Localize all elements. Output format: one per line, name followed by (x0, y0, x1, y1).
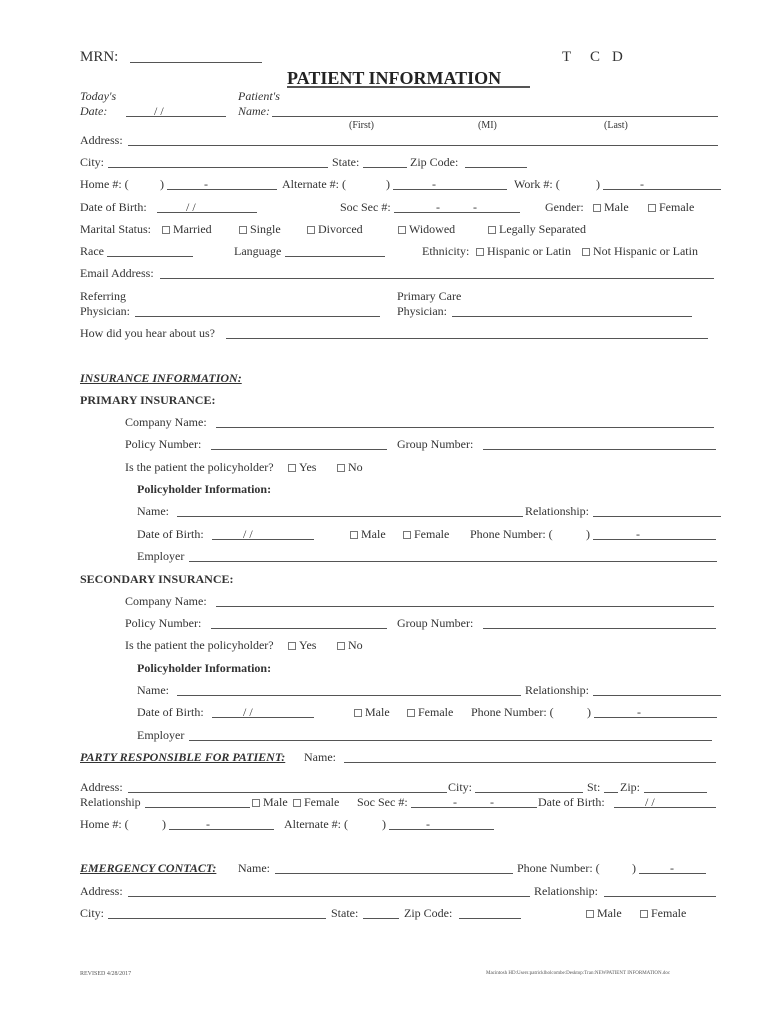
secondary-company-label: Company Name: (125, 594, 207, 608)
referring-physician-label-2: Physician: (80, 304, 130, 318)
checkbox-icon[interactable] (350, 531, 358, 539)
gender-female-text: Female (659, 200, 695, 214)
dob-slashes: / / (186, 200, 196, 214)
male-text: Male (365, 705, 390, 719)
legally-separated-text: Legally Separated (499, 222, 586, 236)
checkbox-icon[interactable] (337, 464, 345, 472)
secondary-holder-name-field[interactable] (177, 695, 521, 696)
last-name-caption: (Last) (604, 120, 628, 131)
no-text: No (348, 460, 363, 474)
responsible-alternate-paren: ) (382, 817, 386, 831)
emergency-section-title: EMERGENCY CONTACT: (80, 861, 217, 875)
male-text: Male (361, 527, 386, 541)
referring-physician-field[interactable] (135, 316, 380, 317)
checkbox-icon[interactable] (476, 248, 484, 256)
responsible-relationship-label: Relationship (80, 795, 141, 809)
primary-holder-dob-field[interactable] (212, 539, 314, 540)
dob-label: Date of Birth: (80, 200, 147, 214)
primary-company-label: Company Name: (125, 415, 207, 429)
primary-relationship-label: Relationship: (525, 504, 589, 518)
city-field[interactable] (108, 167, 328, 168)
female-text: Female (651, 906, 687, 920)
checkbox-icon[interactable] (252, 799, 260, 807)
responsible-soc-sec-dash-2: - (490, 795, 494, 809)
tcd-t: T (562, 49, 572, 65)
gender-label: Gender: (545, 200, 584, 214)
responsible-alternate-field[interactable] (389, 829, 494, 830)
todays-date-slashes: / / (154, 104, 164, 118)
responsible-soc-sec-label: Soc Sec #: (357, 795, 408, 809)
secondary-holder-dob-label: Date of Birth: (137, 705, 204, 719)
primary-holder-dob-slashes: / / (243, 527, 253, 541)
emergency-name-label: Name: (238, 861, 270, 875)
soc-sec-label: Soc Sec #: (340, 200, 391, 214)
secondary-policy-label: Policy Number: (125, 616, 202, 630)
responsible-city-label: City: (448, 780, 473, 794)
yes-text: Yes (299, 460, 317, 474)
secondary-holder-yes-option[interactable] (288, 638, 316, 652)
secondary-group-label: Group Number: (397, 616, 474, 630)
secondary-relationship-label: Relationship: (525, 683, 589, 697)
marital-widowed-option[interactable] (398, 222, 455, 236)
primary-policy-label: Policy Number: (125, 437, 202, 451)
checkbox-icon[interactable] (337, 642, 345, 650)
single-text: Single (250, 222, 281, 236)
responsible-alternate-label: Alternate #: ( (284, 817, 348, 831)
secondary-group-field[interactable] (483, 628, 716, 629)
gender-female-option[interactable] (648, 200, 694, 214)
secondary-employer-label: Employer (137, 728, 185, 742)
responsible-st-label: St: (587, 780, 601, 794)
checkbox-icon[interactable] (488, 226, 496, 234)
responsible-address-label: Address: (80, 780, 123, 794)
female-text: Female (414, 527, 450, 541)
work-paren: ) (596, 177, 600, 191)
secondary-insurance-title: SECONDARY INSURANCE: (80, 572, 234, 586)
home-phone-field[interactable] (167, 189, 277, 190)
ethnicity-label: Ethnicity: (422, 244, 470, 258)
home-paren: ) (160, 177, 164, 191)
tcd-d: D (612, 49, 623, 65)
emergency-zip-label: Zip Code: (404, 906, 453, 920)
primary-employer-label: Employer (137, 549, 185, 563)
how-heard-label: How did you hear about us? (80, 326, 215, 340)
checkbox-icon[interactable] (648, 204, 656, 212)
marital-status-label: Marital Status: (80, 222, 151, 236)
primary-holder-no-option[interactable] (337, 460, 363, 474)
tcd-c: C (590, 49, 601, 65)
primary-holder-yes-option[interactable] (288, 460, 316, 474)
checkbox-icon[interactable] (407, 709, 415, 717)
work-phone-field[interactable] (603, 189, 721, 190)
revised-date: REVISED 4/28/2017 (80, 971, 132, 977)
primary-group-label: Group Number: (397, 437, 474, 451)
responsible-name-field[interactable] (344, 762, 716, 763)
state-label: State: (332, 155, 360, 169)
emergency-relationship-field[interactable] (604, 896, 716, 897)
work-dash: - (640, 177, 644, 191)
alternate-phone-field[interactable] (393, 189, 507, 190)
checkbox-icon[interactable] (293, 799, 301, 807)
female-text: Female (418, 705, 454, 719)
checkbox-icon[interactable] (403, 531, 411, 539)
primary-employer-field[interactable] (189, 561, 717, 562)
emergency-phone-paren: ) (632, 861, 636, 875)
gender-male-option[interactable] (593, 200, 629, 214)
checkbox-icon[interactable] (640, 910, 648, 918)
zip-field[interactable] (465, 167, 527, 168)
emergency-phone-dash: - (670, 861, 674, 875)
marital-divorced-option[interactable] (307, 222, 363, 236)
responsible-home-paren: ) (162, 817, 166, 831)
checkbox-icon[interactable] (162, 226, 170, 234)
marital-married-option[interactable] (162, 222, 212, 236)
no-text: No (348, 638, 363, 652)
secondary-holder-phone-label: Phone Number: ( (471, 705, 554, 719)
primary-holder-dob-label: Date of Birth: (137, 527, 204, 541)
home-phone-label: Home #: ( (80, 177, 129, 191)
checkbox-icon[interactable] (239, 226, 247, 234)
work-phone-label: Work #: ( (514, 177, 560, 191)
primary-holder-phone-label: Phone Number: ( (470, 527, 553, 541)
checkbox-icon[interactable] (307, 226, 315, 234)
secondary-policy-field[interactable] (211, 628, 387, 629)
responsible-soc-sec-field[interactable] (411, 807, 537, 808)
primary-care-label-1: Primary Care (397, 289, 462, 303)
checkbox-icon[interactable] (593, 204, 601, 212)
secondary-is-holder-label: Is the patient the policyholder? (125, 638, 274, 652)
referring-physician-label-1: Referring (80, 289, 126, 303)
secondary-holder-name-label: Name: (137, 683, 169, 697)
hispanic-text: Hispanic or Latin (487, 244, 571, 258)
city-label: City: (80, 155, 105, 169)
first-name-caption: (First) (349, 120, 374, 131)
checkbox-icon[interactable] (398, 226, 406, 234)
emergency-state-label: State: (331, 906, 359, 920)
secondary-holder-dob-slashes: / / (243, 705, 253, 719)
male-text: Male (263, 795, 288, 809)
title-underline (287, 86, 530, 88)
married-text: Married (173, 222, 212, 236)
email-label: Email Address: (80, 266, 154, 280)
checkbox-icon[interactable] (582, 248, 590, 256)
dob-field[interactable] (157, 212, 257, 213)
secondary-holder-phone-field[interactable] (594, 717, 717, 718)
todays-date-label-2: Date: (80, 104, 108, 118)
soc-sec-dash-2: - (473, 200, 477, 214)
ethnicity-not-hispanic-option[interactable] (582, 244, 698, 258)
patient-name-field[interactable] (272, 116, 718, 117)
emergency-zip-field[interactable] (459, 918, 521, 919)
emergency-address-field[interactable] (128, 896, 530, 897)
state-field[interactable] (363, 167, 407, 168)
responsible-male-option[interactable] (252, 795, 288, 809)
page-title: PATIENT INFORMATION (287, 68, 502, 88)
responsible-alternate-dash: - (426, 817, 430, 831)
responsible-st-field[interactable] (604, 792, 618, 793)
checkbox-icon[interactable] (354, 709, 362, 717)
alternate-paren: ) (386, 177, 390, 191)
primary-holder-info-title: Policyholder Information: (137, 482, 272, 496)
female-text: Female (304, 795, 340, 809)
how-heard-field[interactable] (226, 338, 708, 339)
address-field[interactable] (128, 145, 718, 146)
primary-is-holder-label: Is the patient the policyholder? (125, 460, 274, 474)
emergency-male-option[interactable] (586, 906, 622, 920)
responsible-section-title: PARTY RESPONSIBLE FOR PATIENT: (80, 750, 286, 764)
primary-insurance-title: PRIMARY INSURANCE: (80, 393, 216, 407)
responsible-female-option[interactable] (293, 795, 339, 809)
mi-caption: (MI) (478, 120, 497, 131)
responsible-name-label: Name: (304, 750, 336, 764)
primary-holder-name-label: Name: (137, 504, 169, 518)
widowed-text: Widowed (409, 222, 456, 236)
primary-policy-field[interactable] (211, 449, 387, 450)
checkbox-icon[interactable] (288, 642, 296, 650)
mrn-field[interactable] (130, 62, 262, 63)
primary-group-field[interactable] (483, 449, 716, 450)
secondary-relationship-field[interactable] (593, 695, 721, 696)
male-text: Male (597, 906, 622, 920)
checkbox-icon[interactable] (586, 910, 594, 918)
secondary-holder-female-option[interactable] (407, 705, 453, 719)
primary-holder-name-field[interactable] (177, 516, 523, 517)
primary-holder-phone-field[interactable] (593, 539, 716, 540)
secondary-holder-no-option[interactable] (337, 638, 363, 652)
zip-label: Zip Code: (410, 155, 459, 169)
primary-holder-female-option[interactable] (403, 527, 449, 541)
responsible-soc-sec-dash-1: - (453, 795, 457, 809)
secondary-company-field[interactable] (216, 606, 714, 607)
alternate-phone-label: Alternate #: ( (282, 177, 346, 191)
secondary-holder-phone-dash: - (637, 705, 641, 719)
alternate-dash: - (432, 177, 436, 191)
gender-male-text: Male (604, 200, 629, 214)
marital-separated-option[interactable] (488, 222, 586, 236)
emergency-address-label: Address: (80, 884, 123, 898)
responsible-relationship-field[interactable] (145, 807, 250, 808)
emergency-name-field[interactable] (275, 873, 513, 874)
primary-care-field[interactable] (452, 316, 692, 317)
todays-date-field[interactable] (126, 116, 226, 117)
address-label: Address: (80, 133, 123, 147)
responsible-dob-label: Date of Birth: (538, 795, 605, 809)
soc-sec-dash-1: - (436, 200, 440, 214)
not-hispanic-text: Not Hispanic or Latin (593, 244, 698, 258)
secondary-holder-male-option[interactable] (354, 705, 390, 719)
emergency-state-field[interactable] (363, 918, 399, 919)
responsible-city-field[interactable] (475, 792, 583, 793)
responsible-home-dash: - (206, 817, 210, 831)
checkbox-icon[interactable] (288, 464, 296, 472)
soc-sec-field[interactable] (394, 212, 520, 213)
patients-name-label-2: Name: (238, 104, 270, 118)
race-label: Race (80, 244, 104, 258)
responsible-home-label: Home #: ( (80, 817, 129, 831)
language-label: Language (234, 244, 282, 258)
responsible-zip-field[interactable] (644, 792, 707, 793)
patients-name-label-1: Patient's (238, 89, 280, 103)
primary-relationship-field[interactable] (593, 516, 721, 517)
emergency-relationship-label: Relationship: (534, 884, 598, 898)
emergency-city-label: City: (80, 906, 105, 920)
language-field[interactable] (285, 256, 385, 257)
file-path: Macintosh HD:Users:patricklholcombe:Desktop:Tran:NEWPATIENT INFORMATION.doc (486, 971, 671, 976)
responsible-dob-field[interactable] (614, 807, 716, 808)
responsible-home-field[interactable] (169, 829, 274, 830)
yes-text: Yes (299, 638, 317, 652)
emergency-phone-label: Phone Number: ( (517, 861, 600, 875)
insurance-section-title: INSURANCE INFORMATION: (80, 371, 242, 385)
todays-date-label-1: Today's (80, 89, 117, 103)
primary-care-label-2: Physician: (397, 304, 447, 318)
primary-holder-male-option[interactable] (350, 527, 386, 541)
responsible-zip-label: Zip: (620, 780, 640, 794)
secondary-holder-paren: ) (587, 705, 591, 719)
email-field[interactable] (160, 278, 714, 279)
primary-company-field[interactable] (216, 427, 714, 428)
emergency-city-field[interactable] (108, 918, 326, 919)
race-field[interactable] (107, 256, 193, 257)
responsible-address-field[interactable] (128, 792, 447, 793)
mrn-label: MRN: (80, 49, 119, 65)
divorced-text: Divorced (318, 222, 363, 236)
responsible-dob-slashes: / / (645, 795, 655, 809)
secondary-holder-dob-field[interactable] (212, 717, 314, 718)
ethnicity-hispanic-option[interactable] (476, 244, 571, 258)
home-dash: - (204, 177, 208, 191)
secondary-holder-info-title: Policyholder Information: (137, 661, 272, 675)
primary-holder-paren: ) (586, 527, 590, 541)
emergency-female-option[interactable] (640, 906, 686, 920)
primary-holder-phone-dash: - (636, 527, 640, 541)
marital-single-option[interactable] (239, 222, 281, 236)
secondary-employer-field[interactable] (189, 740, 712, 741)
